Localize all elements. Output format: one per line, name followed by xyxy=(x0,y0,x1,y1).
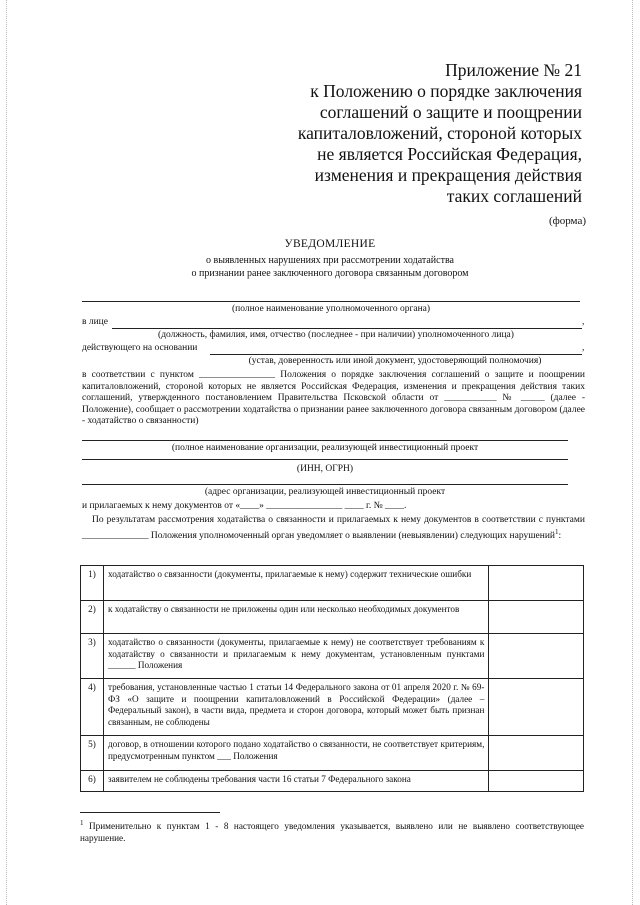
footnote-text: Применительно к пунктам 1 - 8 настоящего уведомления указывается, выявлено или не выявлено соответствующее нарушение. xyxy=(80,821,584,844)
row-result-cell[interactable] xyxy=(489,771,584,792)
label-in-person: в лице xyxy=(82,317,108,327)
header-line-2: к Положению о порядке заключения xyxy=(310,81,582,101)
row-number: 2) xyxy=(81,601,104,634)
comma-1: , xyxy=(582,317,585,327)
row-number: 1) xyxy=(81,566,104,601)
subtitle-line-1: о выявленных нарушениях при рассмотрении ходатайства xyxy=(206,255,454,266)
results-text: По результатам рассмотрения ходатайства о связанности и прилагаемых к нему документов в соответствии с пунктами ______________ Положения уполномоченный орган уведомляет о выявлении (невыявлении) следующих нарушений xyxy=(82,515,585,541)
header-line-4: капиталовложений, стороной которых xyxy=(297,123,582,143)
row-text: договор, в отношении которого подано ходатайство о связанности, не соответствует критериям, предусмотренным пунктом ___ Положения xyxy=(103,736,488,771)
row-text: ходатайство о связанности (документы, прилагаемые к нему) содержит технические ошибки xyxy=(103,566,488,601)
caption-organ: (полное наименование уполномоченного органа) xyxy=(231,304,431,314)
caption-inn: (ИНН, ОГРН) xyxy=(296,464,354,474)
footnote-mark: 1 xyxy=(80,819,84,827)
header-line-1: Приложение № 21 xyxy=(445,60,582,80)
header-line-7: таких соглашений xyxy=(446,186,582,206)
row-result-cell[interactable] xyxy=(489,634,584,679)
left-page-edge xyxy=(6,0,8,905)
results-footnote-mark: 1 xyxy=(555,527,559,536)
results-colon: : xyxy=(558,530,562,541)
row-text: к ходатайству о связанности не приложены один или несколько необходимых документов xyxy=(103,601,488,634)
caption-person: (должность, фамилия, имя, отчество (последнее - при наличии) уполномоченного лица) xyxy=(158,330,514,340)
address-line xyxy=(82,484,568,485)
footnote xyxy=(80,817,584,844)
row-number: 5) xyxy=(81,736,104,771)
row-text: заявителем не соблюдены требования части 16 статьи 7 Федерального закона xyxy=(103,771,488,792)
appendix-header xyxy=(262,60,582,207)
header-line-6: изменения и прекращения действия xyxy=(314,165,582,185)
row-number: 6) xyxy=(81,771,104,792)
caption-basis-doc: (устав, доверенность или иной документ, удостоверяющий полномочия) xyxy=(248,356,542,366)
row-result-cell[interactable] xyxy=(489,736,584,771)
person-line xyxy=(112,328,582,329)
basis-line xyxy=(210,354,582,355)
row-result-cell[interactable] xyxy=(489,601,584,634)
form-label: (форма) xyxy=(548,215,586,227)
label-attached-docs: и прилагаемых к нему документов от «____» ________________ ____ г. № ____. xyxy=(82,501,407,511)
row-result-cell[interactable] xyxy=(489,679,584,736)
organ-name-line xyxy=(82,301,580,302)
row-number: 4) xyxy=(81,679,104,736)
table-row xyxy=(81,736,584,771)
violations-table xyxy=(80,565,584,792)
right-page-edge xyxy=(632,0,634,905)
paragraph-results xyxy=(82,515,585,542)
table-row xyxy=(81,771,584,792)
row-result-cell[interactable] xyxy=(489,566,584,601)
table-row xyxy=(81,679,584,736)
header-line-5: не является Российская Федерация, xyxy=(317,144,582,164)
caption-address: (адрес организации, реализующей инвестиционный проект xyxy=(204,487,446,497)
row-text: требования, установленные частью 1 статьи 14 Федерального закона от 01 апреля 2020 г. № 69-ФЗ «О защите и поощрении капиталовложений в Российской Федерации» (далее – Федеральный закон), в части вида, предмета и сторон договора, который может быть признан связанным, не соблюдены xyxy=(103,679,488,736)
org-name-line xyxy=(82,440,568,441)
document-title: УВЕДОМЛЕНИЕ xyxy=(284,238,376,250)
footnote-separator xyxy=(80,812,220,813)
header-line-3: соглашений о защите и поощрении xyxy=(319,102,582,122)
table-row xyxy=(81,634,584,679)
row-number: 3) xyxy=(81,634,104,679)
label-acting-basis: действующего на основании xyxy=(82,343,198,353)
org-name-line-2 xyxy=(82,459,568,460)
row-text: ходатайство о связанности (документы, прилагаемые к нему) не соответствует требованиям к ходатайству о связанности и прилагаемым к нему документам, установленным пунктами ______ Положения xyxy=(103,634,488,679)
paragraph-accordance: в соответствии с пунктом ________________ Положения о порядке заключения соглашений о защите и поощрении капиталовложений, стороной которых не является Российская Федерация, изменения и прекращения действия таких соглашений, утвержденного постановлением Правительства Псковской области от ___________ № _____ (далее - Положение), сообщает о рассмотрении ходатайства о признании ранее заключенного договора связанным договором (далее - ходатайство о связанности) xyxy=(82,370,585,426)
subtitle-line-2: о признании ранее заключенного договора связанным договором xyxy=(191,268,469,279)
caption-org-name: (полное наименование организации, реализующей инвестиционный проект xyxy=(171,443,479,453)
table-row xyxy=(81,566,584,601)
table-row xyxy=(81,601,584,634)
comma-2: , xyxy=(582,343,585,353)
